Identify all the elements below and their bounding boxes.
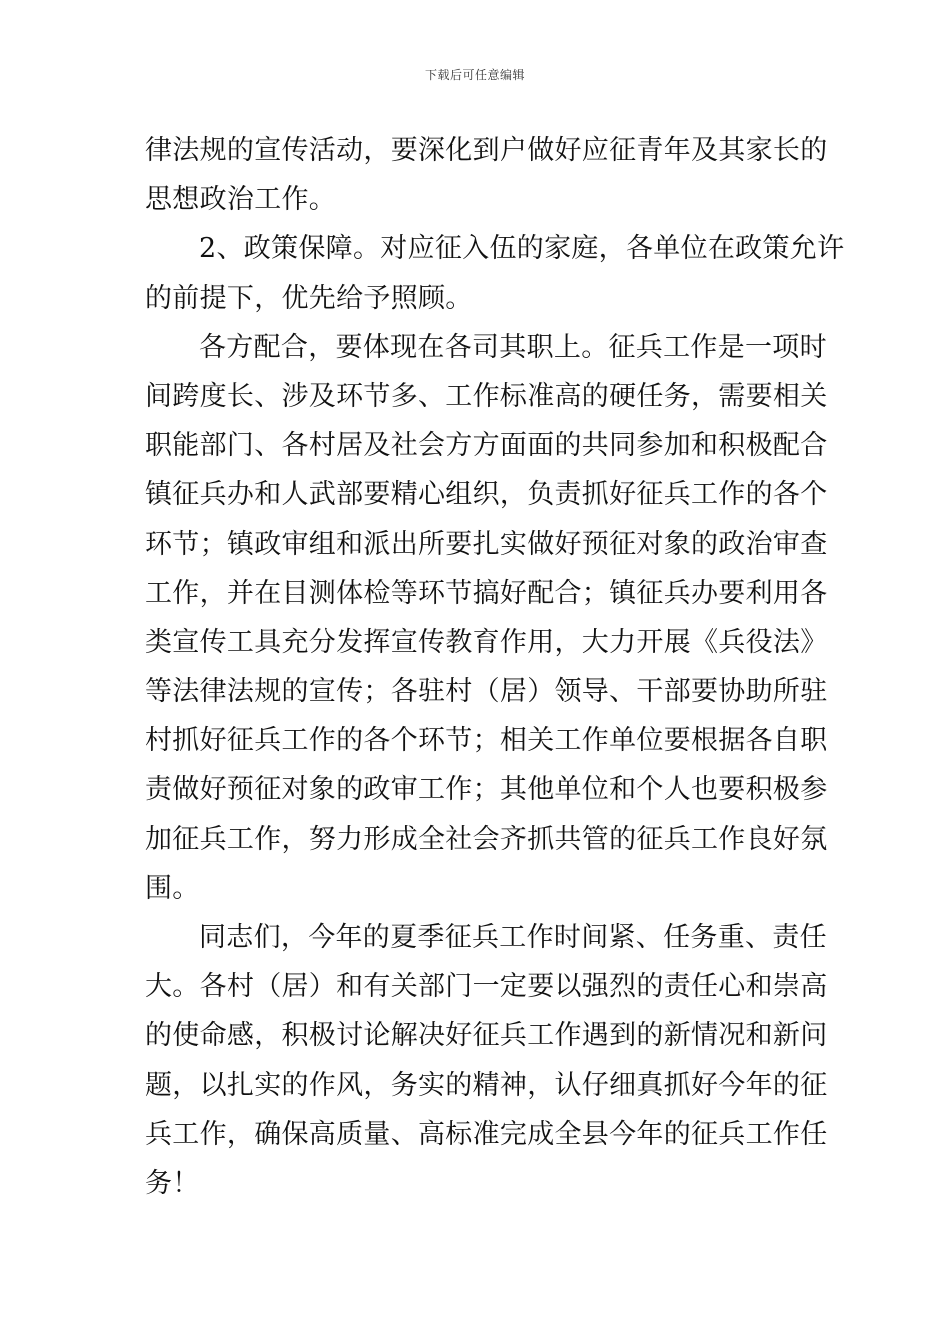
text-line: 的使命感，积极讨论解决好征兵工作遇到的新情况和新问 [145, 1020, 828, 1052]
paragraph-4 [145, 913, 828, 1208]
text-line: 类宣传工具充分发挥宣传教育作用，大力开展《兵役法》 [145, 626, 828, 658]
text-line: 2、政策保障。对应征入伍的家庭，各单位在政策允许 [199, 233, 845, 265]
text-line: 同志们，今年的夏季征兵工作时间紧、任务重、责任 [199, 922, 827, 953]
text-line: 题，以扎实的作风，务实的精神，认仔细真抓好今年的征 [145, 1069, 828, 1101]
document-body [145, 126, 845, 1208]
paragraph-3 [145, 323, 828, 913]
text-line: 各方配合，要体现在各司其职上。征兵工作是一项时 [199, 331, 827, 363]
text-line: 兵工作，确保高质量、高标准完成全县今年的征兵工作任 [145, 1118, 828, 1150]
text-line: 工作，并在目测体检等环节搞好配合；镇征兵办要利用各 [145, 577, 828, 609]
text-line: 围。 [145, 872, 200, 904]
text-line: 环节；镇政审组和派出所要扎实做好预征对象的政治审查 [145, 528, 828, 560]
text-line: 间跨度长、涉及环节多、工作标准高的硬任务，需要相关 [145, 380, 828, 412]
text-line: 思想政治工作。 [145, 184, 337, 216]
text-line: 务！ [145, 1167, 200, 1199]
page-header: 下载后可任意编辑 [424, 68, 525, 82]
paragraph-1 [145, 126, 828, 224]
text-line: 职能部门、各村居及社会方方面面的共同参加和积极配合 [145, 430, 828, 462]
text-line: 律法规的宣传活动，要深化到户做好应征青年及其家长的 [145, 135, 828, 166]
text-line: 等法律法规的宣传；各驻村（居）领导、干部要协助所驻 [145, 676, 828, 708]
text-line: 的前提下，优先给予照顾。 [145, 282, 473, 314]
text-line: 大。各村（居）和有关部门一定要以强烈的责任心和崇高 [145, 971, 828, 1003]
paragraph-2 [145, 224, 845, 322]
text-line: 村抓好征兵工作的各个环节；相关工作单位要根据各自职 [145, 725, 828, 757]
text-line: 加征兵工作，努力形成全社会齐抓共管的征兵工作良好氛 [145, 823, 828, 855]
text-line: 责做好预征对象的政审工作；其他单位和个人也要积极参 [145, 774, 828, 806]
text-line: 镇征兵办和人武部要精心组织，负责抓好征兵工作的各个 [145, 479, 828, 511]
